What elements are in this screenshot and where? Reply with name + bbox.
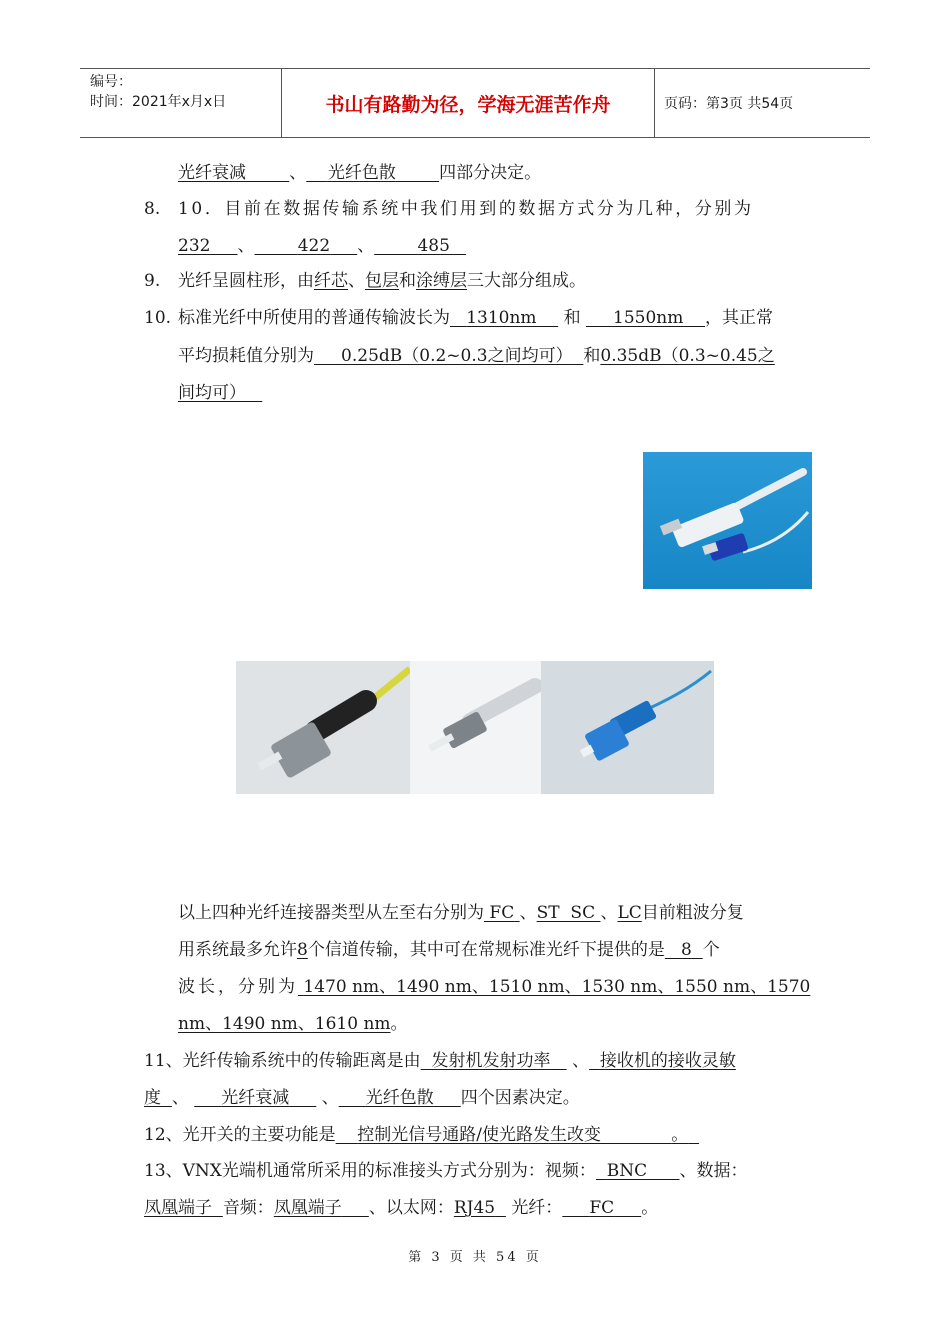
blank-switch-function: 控制光信号通路/使光路发生改变 — [357, 1125, 601, 1145]
blank-fiber-fc: FC — [589, 1198, 615, 1218]
blank-coating: 涂缚层 — [416, 271, 467, 291]
blank-st-sc: ST SC — [536, 903, 596, 923]
blank-cladding: 包层 — [365, 271, 399, 291]
time-label: 时间：2021年x月x日 — [90, 94, 227, 110]
para-suffix: 个 — [702, 940, 720, 960]
separator: 、 — [237, 236, 255, 256]
q13-prefix: 13、VNX光端机通常所采用的标准接头方式分别为：视频： — [144, 1161, 596, 1181]
blank-tx-power: 发射机发射功率 — [431, 1051, 551, 1071]
blank-1550nm: 1550nm — [613, 308, 684, 328]
st-connector-photo — [410, 661, 541, 794]
blank-485: 485 — [417, 236, 450, 256]
blank-pad — [306, 163, 328, 183]
q13-ethernet-label: 、以太网： — [368, 1198, 454, 1218]
separator: 、 — [348, 271, 365, 291]
period: 。 — [641, 1198, 659, 1218]
para-prefix: 波长，分别为 — [178, 977, 298, 997]
header-motto: 书山有路勤为径，学海无涯苦作舟 — [282, 69, 655, 137]
q13-fiber-label: 光纤： — [511, 1198, 563, 1218]
blank-fc: FC — [489, 903, 515, 923]
separator: 、 — [289, 163, 307, 183]
q11-line1 — [144, 1050, 736, 1072]
q9-tail: 三大部分组成。 — [467, 271, 586, 291]
blank-pad — [246, 163, 289, 183]
line-tail: 四部分决定。 — [439, 163, 542, 183]
q10-line3 — [178, 382, 262, 404]
question-number: 9. — [144, 271, 161, 291]
blank-core: 纤芯 — [314, 271, 348, 291]
q10-suffix: ，其正常 — [705, 308, 773, 328]
blank-rx-sensitivity: 接收机的接收灵敏 — [599, 1051, 736, 1071]
q11-prefix: 11、光纤传输系统中的传输距离是由 — [144, 1051, 421, 1071]
q9-text — [178, 270, 586, 292]
blank-loss-1550: 0.35dB（0.3~0.45之 — [600, 346, 775, 366]
answer-line-continuation — [178, 162, 541, 184]
blank-lc: LC — [617, 903, 642, 923]
para-line2 — [178, 939, 720, 961]
para-prefix: 用系统最多允许 — [178, 940, 297, 960]
sc-connector-photo — [541, 661, 714, 794]
conjunction: 和 — [399, 271, 416, 291]
header-page-info: 页码：第3页 共54页 — [664, 96, 794, 112]
period: 。 — [671, 1125, 689, 1145]
para-line3 — [178, 976, 810, 998]
page-header — [80, 68, 870, 138]
q12-prefix: 12、光开关的主要功能是 — [144, 1125, 336, 1145]
blank-422: 422 — [297, 236, 331, 256]
para-suffix: 目前粗波分复 — [641, 903, 744, 923]
blank-1310nm: 1310nm — [466, 308, 537, 328]
blank-pad — [210, 236, 237, 256]
blank-232: 232 — [178, 236, 211, 256]
blank-pad — [374, 236, 417, 256]
blank-rx-sensitivity-cont: 度 — [144, 1088, 161, 1108]
blank-pad — [330, 236, 357, 256]
conjunction: 和 — [583, 346, 601, 366]
q8-answers — [178, 235, 466, 257]
separator: 、 — [321, 1088, 339, 1108]
blank-fiber-attenuation: 光纤衰减 — [178, 163, 246, 183]
question-number: 10. — [144, 308, 172, 328]
q10-line1 — [178, 307, 773, 329]
blank-wavelength-list: 1470 nm、1490 nm、1510 nm、1530 nm、1550 nm、1570 — [303, 977, 811, 997]
blank-channel-count: 8 — [297, 940, 308, 960]
separator: 、 — [519, 903, 537, 923]
separator: 、 — [357, 236, 375, 256]
blank-pad — [254, 236, 297, 256]
q10-line2 — [178, 345, 775, 367]
blank-wavelength-list-cont: nm、1490 nm、1610 nm — [178, 1014, 391, 1034]
question-number: 8. — [144, 199, 161, 219]
q9-prefix: 光纤呈圆柱形，由 — [178, 271, 314, 291]
q13-audio-label: 音频： — [222, 1198, 274, 1218]
blank-ethernet-rj45: RJ45 — [453, 1198, 496, 1218]
separator: 、 — [572, 1051, 590, 1071]
q13-line2 — [144, 1197, 658, 1219]
q8-text: 10．目前在数据传输系统中我们用到的数据方式分为几种，分别为 — [178, 199, 754, 219]
para-prefix: 以上四种光纤连接器类型从左至右分别为 — [178, 903, 484, 923]
blank-fiber-dispersion: 光纤色散 — [365, 1088, 434, 1108]
blank-wavelength-count: 8 — [681, 940, 692, 960]
blank-pad — [396, 163, 439, 183]
para-middle: 个信道传输，其中可在常规标准光纤下提供的是 — [307, 940, 665, 960]
separator: 、 — [600, 903, 618, 923]
number-label: 编号： — [90, 74, 132, 90]
blank-audio-phoenix: 凤凰端子 — [273, 1198, 342, 1218]
blank-loss-1550-cont: 间均可） — [178, 383, 246, 403]
separator: 、 — [171, 1088, 189, 1108]
q13-line1 — [144, 1160, 748, 1182]
blank-data-phoenix: 凤凰端子 — [144, 1198, 212, 1218]
para-line4 — [178, 1013, 408, 1035]
page-footer: 第 3 页 共 54 页 — [408, 1250, 542, 1265]
q11-line2 — [144, 1087, 580, 1109]
q13-data-label: 、数据： — [679, 1161, 748, 1181]
fc-connector-photo — [236, 661, 410, 794]
period: 。 — [390, 1014, 408, 1034]
lc-connector-photo — [643, 452, 812, 589]
header-meta — [80, 69, 282, 137]
q10-loss-prefix: 平均损耗值分别为 — [178, 346, 314, 366]
blank-pad — [450, 236, 466, 256]
q11-tail: 四个因素决定。 — [460, 1088, 580, 1108]
blank-video-bnc: BNC — [606, 1161, 648, 1181]
blank-fiber-dispersion: 光纤色散 — [327, 163, 396, 183]
q10-prefix: 标准光纤中所使用的普通传输波长为 — [178, 308, 450, 328]
para-line1 — [178, 902, 744, 924]
conjunction: 和 — [563, 308, 581, 328]
q12-line — [144, 1124, 699, 1146]
blank-fiber-attenuation: 光纤衰减 — [221, 1088, 290, 1108]
blank-loss-1310: 0.25dB（0.2~0.3之间均可） — [341, 346, 573, 366]
